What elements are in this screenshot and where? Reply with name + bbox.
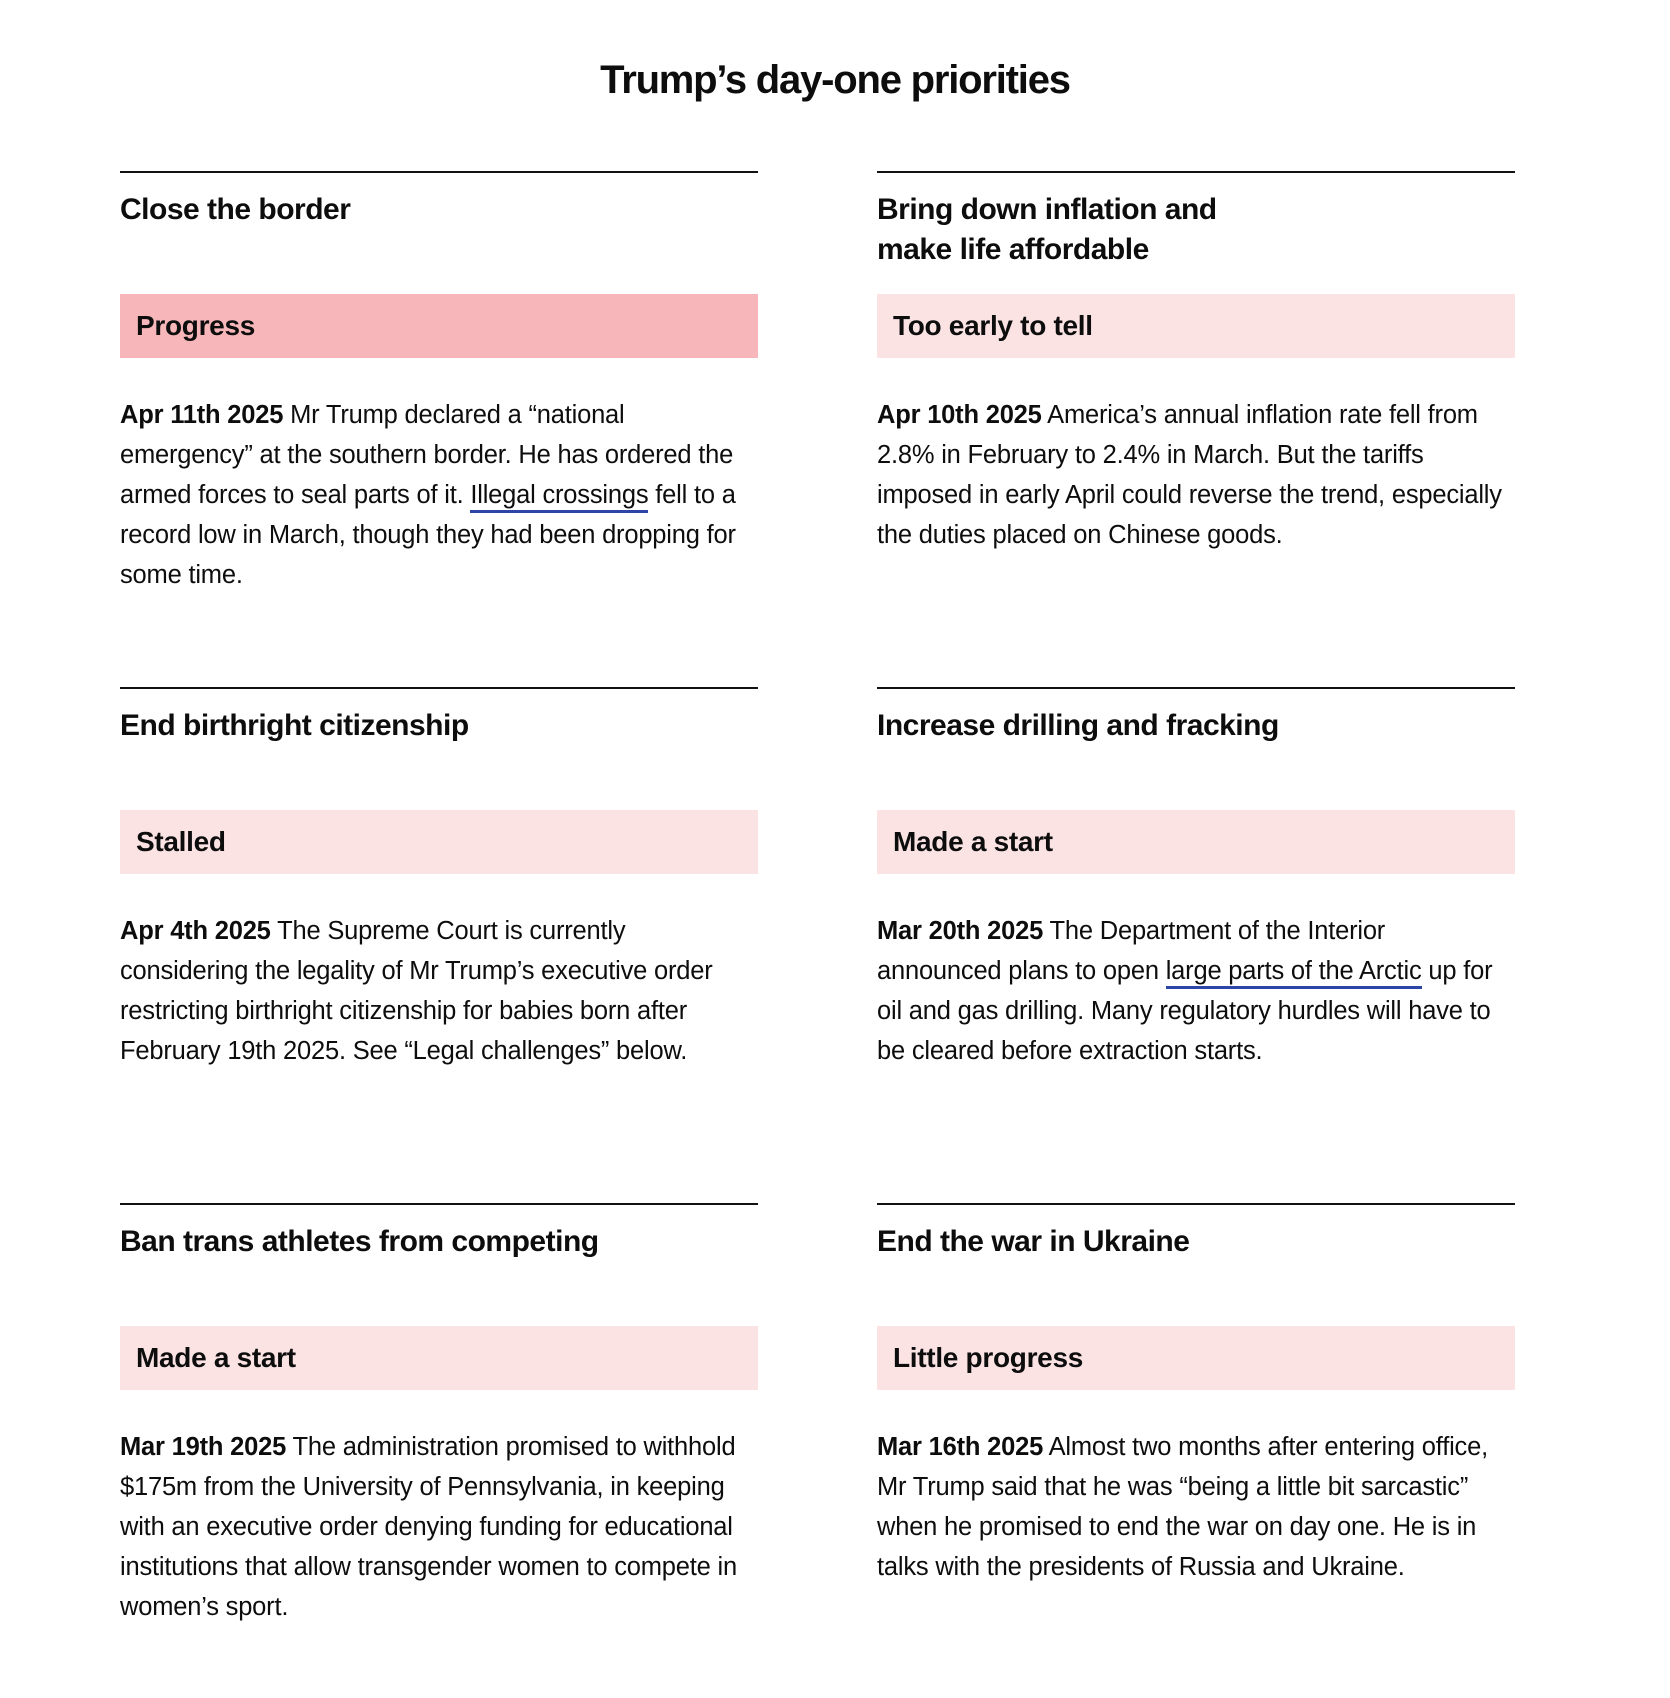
priority-card-inflation (877, 171, 1515, 555)
card-text: up for oil and gas drilling. Many regulatory hurdles will have to be cleared before extraction starts. (877, 957, 1493, 1065)
card-body (120, 395, 758, 595)
status-badge: Too early to tell (877, 294, 1515, 358)
card-heading: End birthright citizenship (120, 709, 469, 742)
card-heading: End the war in Ukraine (877, 1225, 1190, 1258)
priority-card-drilling (877, 687, 1515, 1071)
card-date: Apr 11th 2025 (120, 401, 284, 429)
card-date: Apr 10th 2025 (877, 401, 1042, 429)
card-body (877, 911, 1515, 1071)
card-text: fell to a record low in March, though they had been dropping for some time. (120, 481, 736, 589)
card-text: Almost two months after entering office, Mr Trump said that he was “being a little bit sarcastic” when he promised to end the war on day one. He is in talks with the presidents of Russia and Ukraine. (877, 1433, 1488, 1581)
card-date: Mar 16th 2025 (877, 1433, 1044, 1461)
card-text: The administration promised to withhold $175m from the University of Pennsylvania, in keeping with an executive order denying funding for educational institutions that allow transgender women to compete in women’s sport. (120, 1433, 737, 1621)
card-body (120, 911, 758, 1071)
card-heading: Close the border (120, 193, 351, 226)
status-badge: Little progress (877, 1326, 1515, 1390)
card-date: Apr 4th 2025 (120, 917, 271, 945)
status-badge: Made a start (120, 1326, 758, 1390)
card-text: Mr Trump declared a “national emergency” at the southern border. He has ordered the armed forces to seal parts of it. (120, 401, 734, 509)
arctic-link[interactable]: large parts of the Arctic (1166, 957, 1422, 989)
card-text: America’s annual inflation rate fell from 2.8% in February to 2.4% in March. But the tariffs imposed in early April could reverse the trend, especially the duties placed on Chinese goods. (877, 401, 1502, 549)
card-heading: Ban trans athletes from competing (120, 1225, 599, 1258)
card-body (120, 1427, 758, 1627)
card-heading: Increase drilling and fracking (877, 709, 1279, 742)
status-badge: Made a start (877, 810, 1515, 874)
card-text: The Supreme Court is currently considering the legality of Mr Trump’s executive order restricting birthright citizenship for babies born after February 19th 2025. See “Legal challenges” below. (120, 917, 713, 1065)
illegal-crossings-link[interactable]: Illegal crossings (470, 481, 648, 513)
card-heading: Bring down inflation and make life affordable (877, 193, 1217, 266)
status-badge: Progress (120, 294, 758, 358)
card-text: The Department of the Interior announced plans to open (877, 917, 1386, 985)
priority-card-ukraine (877, 1203, 1515, 1587)
card-body (877, 395, 1515, 555)
page-title: Trump’s day-one priorities (600, 58, 1070, 102)
priority-card-trans-athletes (120, 1203, 758, 1627)
priority-card-birthright (120, 687, 758, 1071)
card-date: Mar 19th 2025 (120, 1433, 287, 1461)
card-date: Mar 20th 2025 (877, 917, 1044, 945)
status-badge: Stalled (120, 810, 758, 874)
priority-card-close-border (120, 171, 758, 595)
card-body (877, 1427, 1515, 1587)
